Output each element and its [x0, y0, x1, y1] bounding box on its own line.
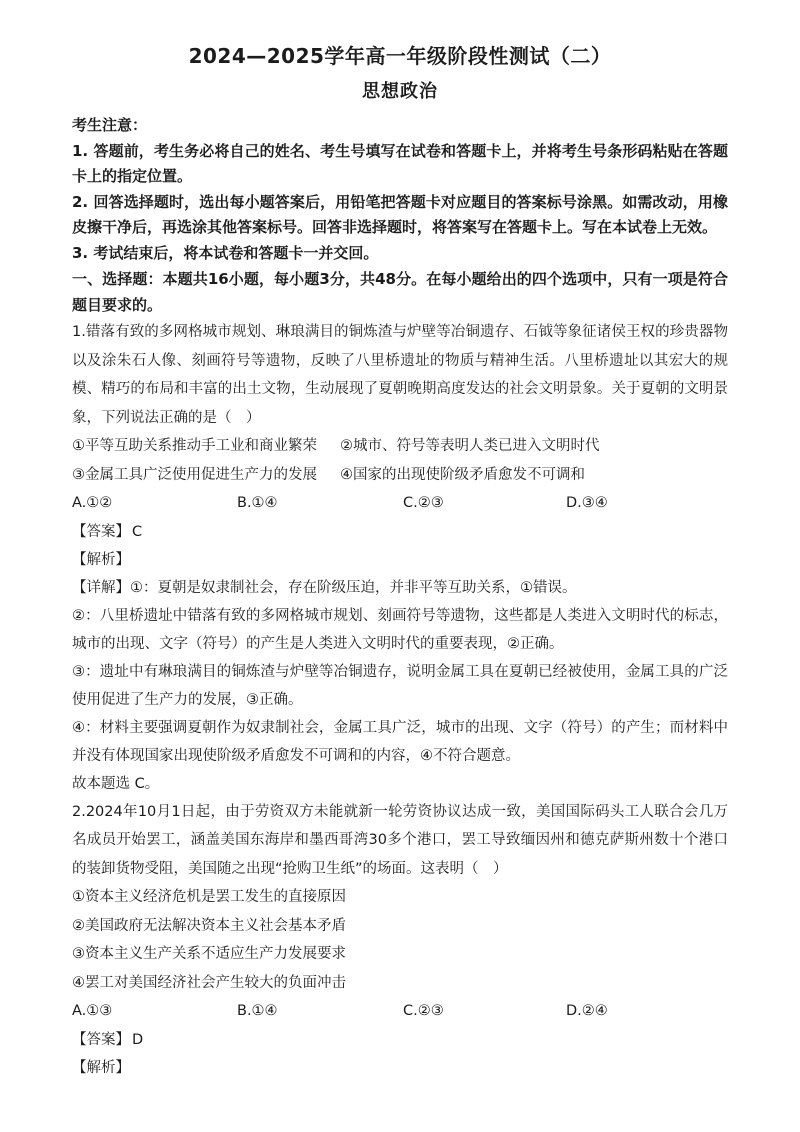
choice-b: B.①④ [237, 495, 278, 511]
answer-label: 【答案】 [72, 1031, 130, 1048]
question-1 [72, 318, 728, 798]
answer-label: 【答案】 [72, 523, 130, 540]
choice-a: A.①② [72, 495, 113, 511]
notice-item-2: 2. 回答选择题时，选出每小题答案后，用铅笔把答题卡对应题目的答案标号涂黑。如需改动，用橡皮擦干净后，再选涂其他答案标号。回答非选择题时，将答案写在答题卡上。写在本试卷上无效。 [72, 192, 728, 236]
choice-b: B.①④ [237, 1003, 278, 1019]
question-statements [72, 432, 728, 489]
notice-item-3: 3. 考试结束后，将本试卷和答题卡一并交回。 [72, 243, 379, 262]
detail-paragraph: ②：八里桥遗址中错落有致的多网格城市规划、刻画符号等遗物，这些都是人类进入文明时代的标志，城市的出现、文字（符号）的产生是人类进入文明时代的重要表现，②正确。 [72, 607, 728, 652]
statement-2: ②城市、符号等表明人类已进入文明时代 [340, 438, 600, 454]
question-choices [72, 489, 728, 518]
question-2 [72, 798, 728, 1082]
statement-3: ③资本主义生产关系不适应生产力发展要求 [72, 946, 346, 962]
statement-2: ②美国政府无法解决资本主义社会基本矛盾 [72, 917, 346, 934]
page-title: 2024—2025学年高一年级阶段性测试（二） [188, 44, 612, 68]
detail-paragraph: 故本题选 C。 [72, 775, 160, 792]
statement-3: ③金属工具广泛使用促进生产力的发展 [72, 466, 317, 483]
choice-c: C.②③ [403, 495, 444, 511]
analysis-label: 【解析】 [72, 551, 130, 568]
question-stem: 1.错落有致的多网格城市规划、琳琅满目的铜炼渣与炉壁等冶铜遗存、石钺等象征诸侯王权的珍贵器物以及涂朱石人像、刻画符号等遗物，反映了八里桥遗址的物质与精神生活。八里桥遗址以其宏大的规模、精巧的布局和丰富的出土文物，生动展现了夏朝晚期高度发达的社会文明景象。关于夏朝的文明景象，下列说法正确的是（ ） [72, 324, 728, 426]
notice-item-1: 1. 答题前，考生务必将自己的姓名、考生号填写在试卷和答题卡上，并将考生号条形码粘贴在答题卡上的指定位置。 [72, 141, 728, 185]
page-subtitle: 思想政治 [362, 81, 438, 102]
statement-4: ④罢工对美国经济社会产生较大的负面冲击 [72, 974, 346, 991]
detail-paragraph: 【详解】①：夏朝是奴隶制社会，存在阶级压迫，并非平等互助关系，①错误。 [72, 579, 577, 596]
question-statements [72, 883, 728, 997]
choice-d: D.③④ [566, 495, 608, 511]
statement-1: ①平等互助关系推动手工业和商业繁荣 [72, 438, 317, 454]
question-stem: 2.2024年10月1日起，由于劳资双方未能就新一轮劳资协议达成一致，美国国际码头工人联合会几万名成员开始罢工，涵盖美国东海岸和墨西哥湾30多个港口，罢工导致缅因州和德克萨斯州数十个港口的装卸货物受阻，美国随之出现“抢购卫生纸”的场面。这表明（ ） [72, 803, 728, 877]
answer-line [72, 518, 728, 546]
analysis-label: 【解析】 [72, 1059, 130, 1076]
choice-c: C.②③ [403, 1003, 444, 1019]
answer-value: C [132, 523, 143, 540]
section-heading: 一、选择题：本题共16小题，每小题3分，共48分。在每小题给出的四个选项中，只有一项是符合题目要求的。 [72, 270, 728, 314]
question-choices [72, 997, 728, 1026]
answer-value: D [132, 1031, 144, 1048]
statement-1: ①资本主义经济危机是罢工发生的直接原因 [72, 889, 346, 905]
choice-a: A.①③ [72, 1003, 113, 1019]
analysis-detail [72, 574, 728, 798]
notice-section [72, 113, 728, 266]
detail-paragraph: ③：遗址中有琳琅满目的铜炼渣与炉壁等冶铜遗存，说明金属工具在夏朝已经被使用，金属工具的广泛使用促进了生产力的发展，③正确。 [72, 663, 728, 708]
statement-4: ④国家的出现使阶级矛盾愈发不可调和 [340, 466, 585, 483]
detail-paragraph: ④：材料主要强调夏朝作为奴隶制社会，金属工具广泛，城市的出现、文字（符号）的产生；而材料中并没有体现国家出现使阶级矛盾愈发不可调和的内容，④不符合题意。 [72, 719, 728, 764]
notice-heading: 考生注意： [72, 116, 148, 134]
answer-line [72, 1026, 728, 1054]
choice-d: D.②④ [566, 1003, 608, 1019]
